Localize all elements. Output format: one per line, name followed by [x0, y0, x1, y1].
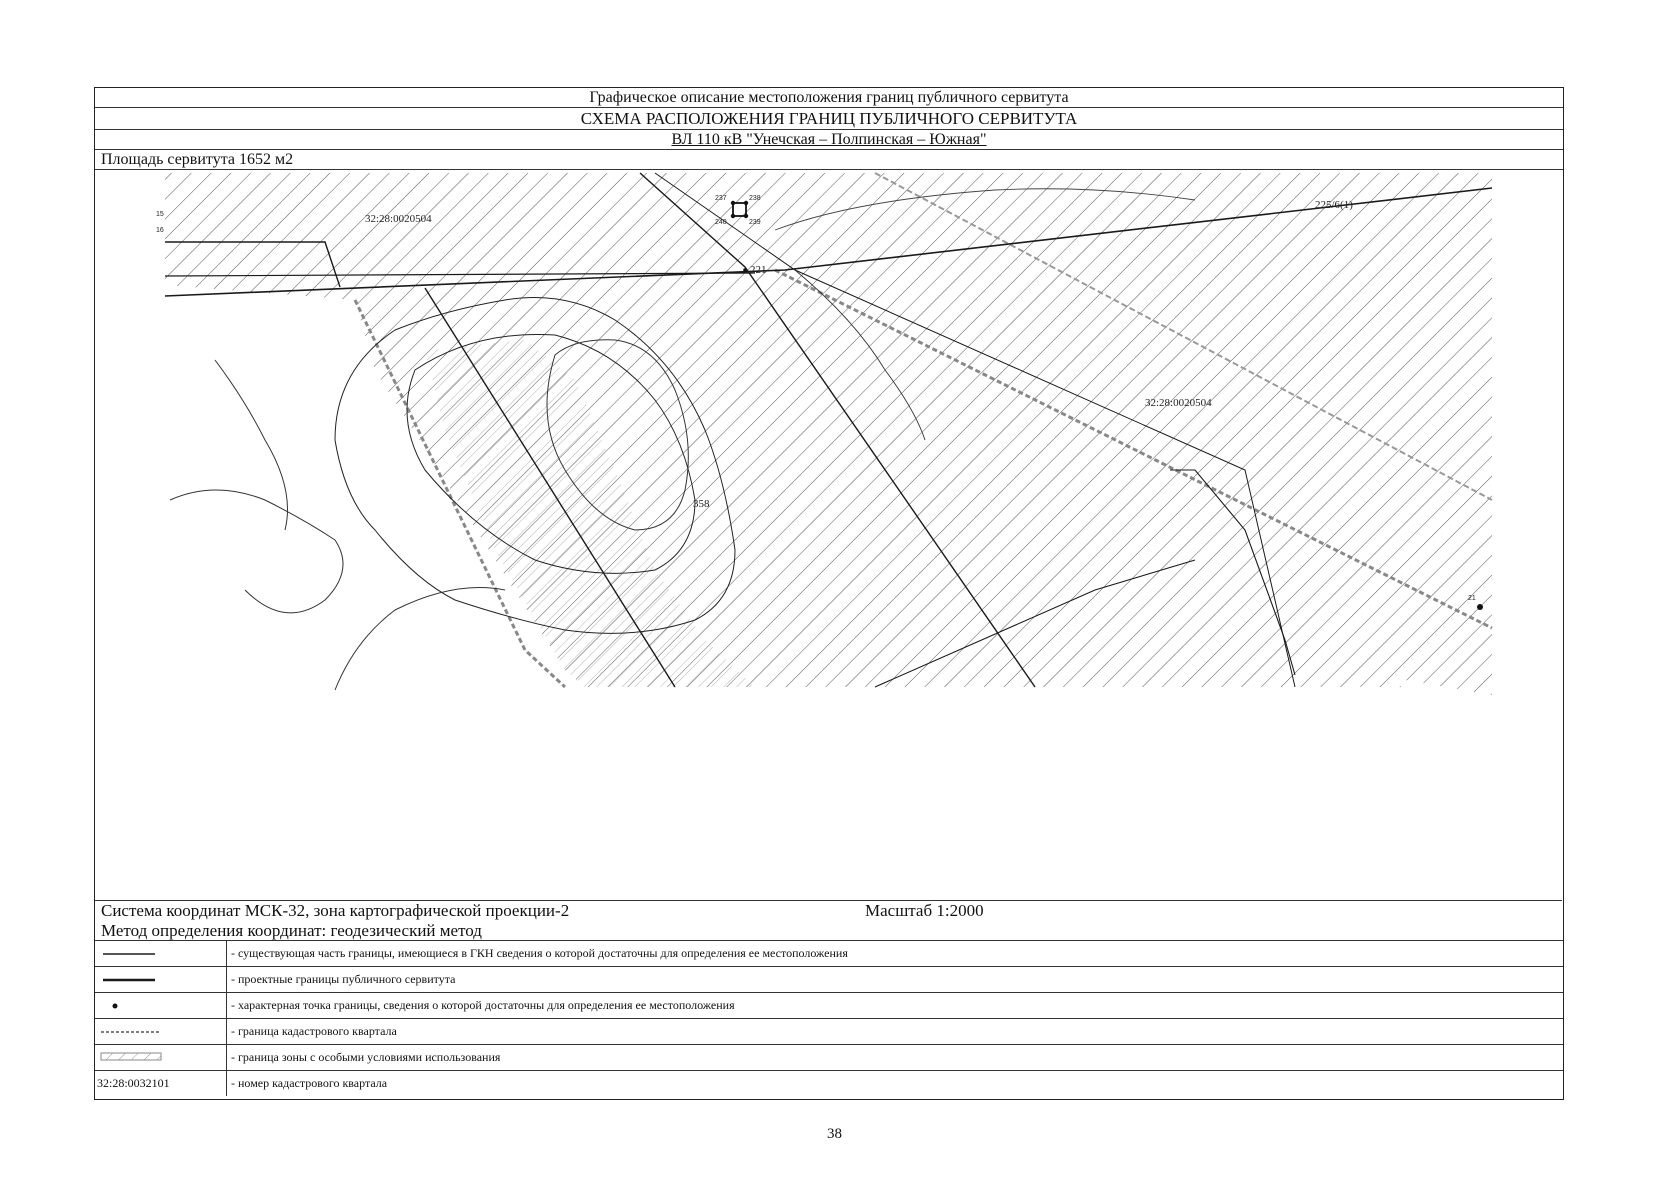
point-221-dot	[743, 268, 747, 272]
page-number: 38	[827, 1126, 842, 1142]
label-parcel: 225/6(1)	[1315, 199, 1353, 211]
legend-text: - номер кадастрового квартала	[231, 1076, 388, 1090]
boundary-point-238	[744, 201, 748, 205]
power-line-title	[95, 130, 1563, 150]
map-scale: Масштаб 1:2000	[865, 901, 984, 920]
header-description: Графическое описание местоположения границ публичного сервитута	[95, 88, 1563, 108]
legend-row	[95, 1019, 1563, 1045]
legend-symbol-project-line	[95, 967, 227, 992]
label-16: 16	[156, 227, 164, 234]
label-238: 238	[749, 195, 761, 202]
legend-symbol-solid-line	[95, 941, 227, 966]
legend-symbol-quarter-number	[95, 1071, 227, 1096]
legend-text: - характерная точка границы, сведения о которой достаточны для определения ее местоположения	[231, 998, 735, 1012]
label-237: 237	[715, 195, 727, 202]
legend-text: - граница зоны с особыми условиями использования	[231, 1050, 501, 1064]
contour-5	[170, 490, 343, 613]
label-21: 21	[1468, 595, 1476, 602]
legend-symbol-dot	[95, 993, 227, 1018]
label-358: 358	[693, 498, 710, 510]
coordinate-method: Метод определения координат: геодезический метод	[95, 921, 1563, 941]
label-240: 240	[715, 219, 727, 226]
legend-symbol-text: 32:28:0032101	[97, 1076, 170, 1090]
legend-symbol-dashed-line	[95, 1019, 227, 1044]
hatched-zone	[165, 173, 1492, 695]
servitude-area: Площадь сервитута 1652 м2	[95, 150, 1563, 170]
label-quarter-right: 32:28:0020504	[1145, 397, 1212, 409]
contour-6	[335, 588, 505, 691]
legend-row	[95, 1071, 1563, 1097]
boundary-point-239	[744, 214, 748, 218]
contour-4	[215, 360, 288, 530]
legend-row	[95, 967, 1563, 993]
coordinate-system	[95, 901, 1563, 921]
boundary-point-237	[731, 201, 735, 205]
power-line-name: ВЛ 110 кВ "Унечская – Полпинская – Южная"	[671, 131, 987, 148]
legend-symbol-hatched-band	[95, 1045, 227, 1070]
cadastral-map	[95, 170, 1562, 901]
legend-row	[95, 1045, 1563, 1071]
map-area	[95, 170, 1562, 901]
coordinate-system-text: Система координат МСК-32, зона картографической проекции-2	[101, 901, 570, 920]
scheme-sheet	[94, 87, 1564, 1100]
legend-row	[95, 941, 1563, 967]
legend-text: - проектные границы публичного сервитута	[231, 972, 456, 986]
legend-text: - граница кадастрового квартала	[231, 1024, 397, 1038]
label-15: 15	[156, 211, 164, 218]
label-quarter-upper: 32:28:0020504	[365, 213, 432, 225]
legend	[95, 941, 1563, 1097]
boundary-point-21	[1477, 604, 1483, 610]
legend-text: - существующая часть границы, имеющиеся в ГКН сведения о которой достаточны для определения ее местоположения	[231, 946, 848, 960]
legend-row	[95, 993, 1563, 1019]
scheme-title: СХЕМА РАСПОЛОЖЕНИЯ ГРАНИЦ ПУБЛИЧНОГО СЕРВИТУТА	[95, 108, 1563, 130]
boundary-point-240	[731, 214, 735, 218]
label-221: 221	[750, 264, 767, 276]
label-239: 239	[749, 219, 761, 226]
